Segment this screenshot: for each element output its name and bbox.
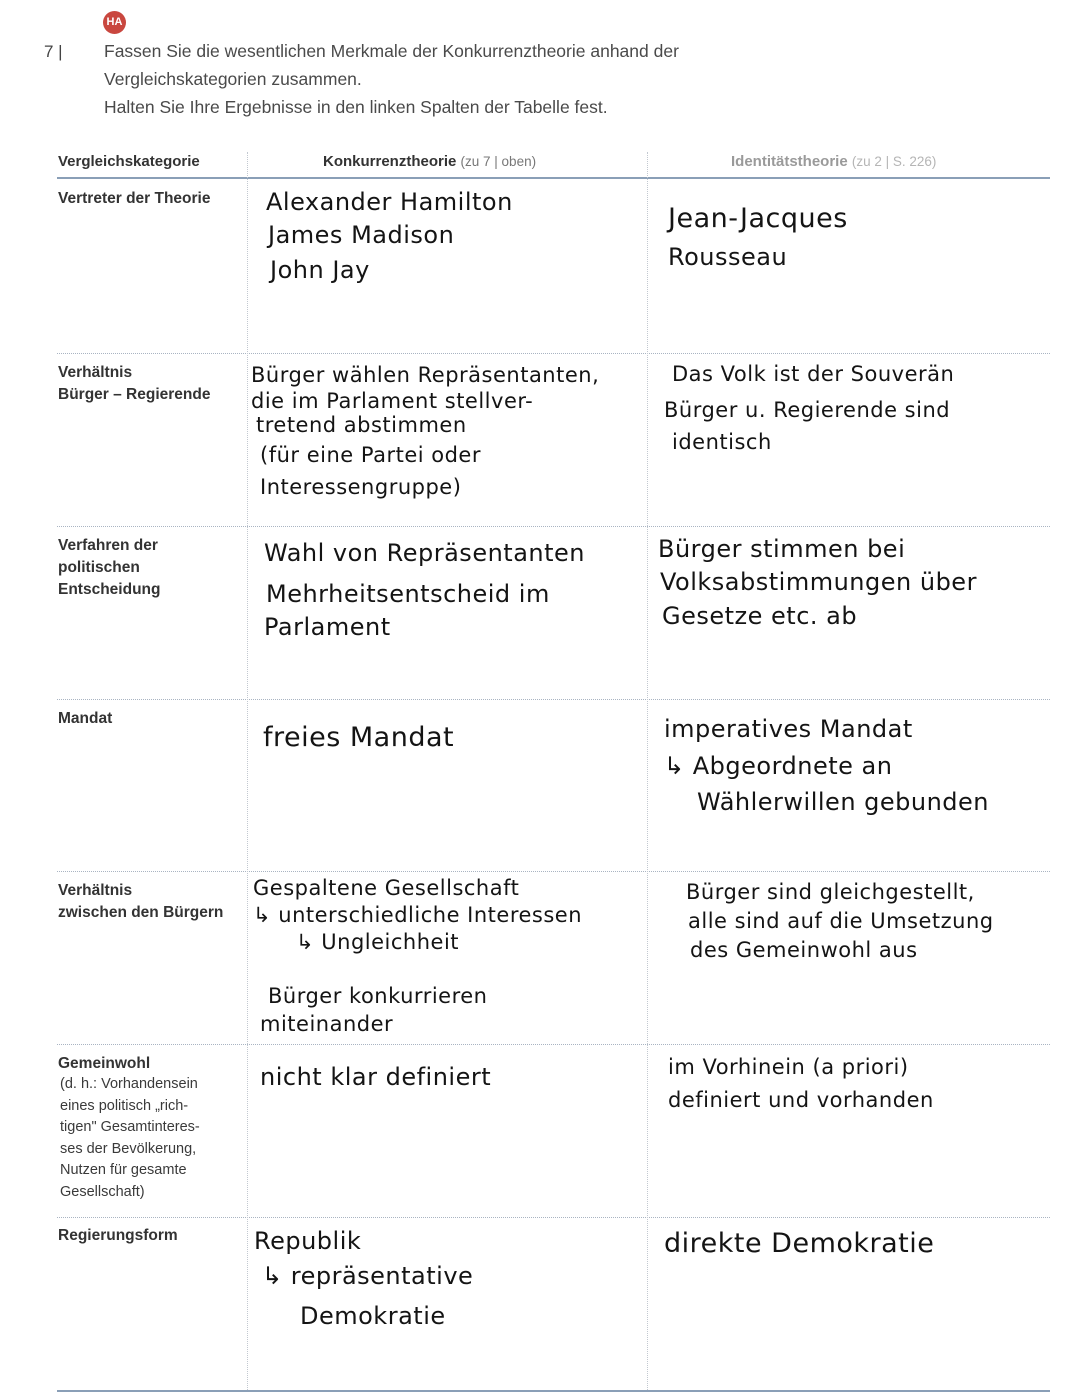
handwritten-text: Rousseau — [668, 243, 788, 271]
homework-badge: HA — [103, 11, 126, 34]
category-note-line: ses der Bevölkerung, — [60, 1141, 197, 1157]
row-divider — [57, 526, 1050, 527]
category-label-line: politischen — [58, 559, 140, 576]
row-divider — [57, 699, 1050, 700]
handwritten-text: Republik — [254, 1227, 362, 1255]
column-header-konkurrenz-label: Konkurrenztheorie — [323, 153, 457, 170]
category-label-line: zwischen den Bürgern — [58, 904, 224, 921]
row-divider — [57, 1044, 1050, 1045]
column-divider — [247, 152, 248, 1390]
handwritten-text: definiert und vorhanden — [668, 1088, 934, 1112]
handwritten-text: freies Mandat — [263, 722, 455, 753]
category-note-line: eines politisch „rich- — [60, 1098, 189, 1114]
category-note-line: Gesellschaft) — [60, 1184, 145, 1200]
handwritten-text: direkte Demokratie — [664, 1228, 935, 1259]
handwritten-text: Bürger konkurrieren — [268, 984, 488, 1008]
column-header-identitaet-ref: (zu 2 | S. 226) — [851, 154, 937, 169]
category-label-line: Entscheidung — [58, 581, 161, 598]
handwritten-text: Jean-Jacques — [668, 203, 848, 234]
handwritten-text: Wahl von Repräsentanten — [264, 539, 586, 567]
category-note-line: (d. h.: Vorhandensein — [60, 1076, 198, 1092]
handwritten-text: im Vorhinein (a priori) — [668, 1055, 909, 1079]
column-header-category-label: Vergleichskategorie — [58, 153, 200, 170]
category-vertreter: Vertreter der Theorie — [58, 190, 211, 207]
handwritten-text: ↳ unterschiedliche Interessen — [253, 903, 583, 927]
column-header-identitaetstheorie — [731, 153, 936, 170]
task-instruction-line-3: Halten Sie Ihre Ergebnisse in den linken Spalten der Tabelle fest. — [104, 97, 608, 117]
row-divider — [57, 353, 1050, 354]
column-header-category — [58, 153, 200, 170]
handwritten-text: imperatives Mandat — [664, 715, 913, 743]
handwritten-text: Volksabstimmungen über — [660, 568, 977, 596]
handwritten-text: ↳ repräsentative — [262, 1262, 474, 1290]
handwritten-text: Gesetze etc. ab — [662, 602, 858, 630]
handwritten-text: ↳ Ungleichheit — [296, 930, 460, 954]
column-divider — [647, 152, 648, 1390]
category-label-line: Verhältnis — [58, 882, 133, 899]
handwritten-text: Mehrheitsentscheid im — [266, 580, 550, 608]
handwritten-text: miteinander — [260, 1012, 394, 1036]
task-instruction-line-1: Fassen Sie die wesentlichen Merkmale der Konkurrenztheorie anhand der — [104, 41, 679, 61]
handwritten-text: die im Parlament stellver- — [251, 389, 534, 413]
table-header-rule — [57, 177, 1050, 179]
handwritten-text: Gespaltene Gesellschaft — [253, 876, 520, 900]
handwritten-text: John Jay — [270, 256, 370, 284]
row-divider — [57, 871, 1050, 872]
handwritten-text: Bürger wählen Repräsentanten, — [251, 363, 600, 387]
category-label-line: Verhältnis — [58, 364, 133, 381]
handwritten-text: nicht klar definiert — [260, 1063, 492, 1091]
task-instruction-line-2: Vergleichskategorien zusammen. — [104, 69, 362, 89]
category-mandat: Mandat — [58, 710, 113, 727]
category-label-line: Verfahren der — [58, 537, 158, 554]
column-header-identitaet-label: Identitätstheorie — [731, 153, 848, 170]
table-bottom-rule — [57, 1390, 1050, 1392]
category-label-line: Bürger – Regierende — [58, 386, 211, 403]
category-regierungsform: Regierungsform — [58, 1227, 178, 1244]
handwritten-text: Interessengruppe) — [260, 475, 462, 499]
handwritten-text: Demokratie — [300, 1302, 446, 1330]
task-number: 7 | — [44, 42, 63, 61]
column-header-konkurrenztheorie — [323, 153, 536, 170]
handwritten-text: identisch — [672, 430, 772, 454]
handwritten-text: (für eine Partei oder — [260, 443, 481, 467]
handwritten-text: Bürger stimmen bei — [658, 535, 906, 563]
handwritten-text: alle sind auf die Umsetzung — [688, 909, 994, 933]
handwritten-text: des Gemeinwohl aus — [690, 938, 918, 962]
handwritten-text: Bürger u. Regierende sind — [664, 398, 951, 422]
row-divider — [57, 1217, 1050, 1218]
handwritten-text: Alexander Hamilton — [266, 188, 513, 216]
handwritten-text: Bürger sind gleichgestellt, — [686, 880, 975, 904]
handwritten-text: Parlament — [264, 613, 391, 641]
handwritten-text: tretend abstimmen — [256, 413, 467, 437]
handwritten-text: Das Volk ist der Souverän — [672, 362, 955, 386]
handwritten-text: Wählerwillen gebunden — [697, 788, 990, 816]
handwritten-text: ↳ Abgeordnete an — [664, 752, 893, 780]
column-header-konkurrenz-ref: (zu 7 | oben) — [460, 154, 537, 169]
category-note-line: Nutzen für gesamte — [60, 1162, 187, 1178]
category-note-line: tigen" Gesamtinteres- — [60, 1119, 200, 1135]
handwritten-text: James Madison — [268, 221, 455, 249]
category-gemeinwohl: Gemeinwohl — [58, 1055, 151, 1072]
